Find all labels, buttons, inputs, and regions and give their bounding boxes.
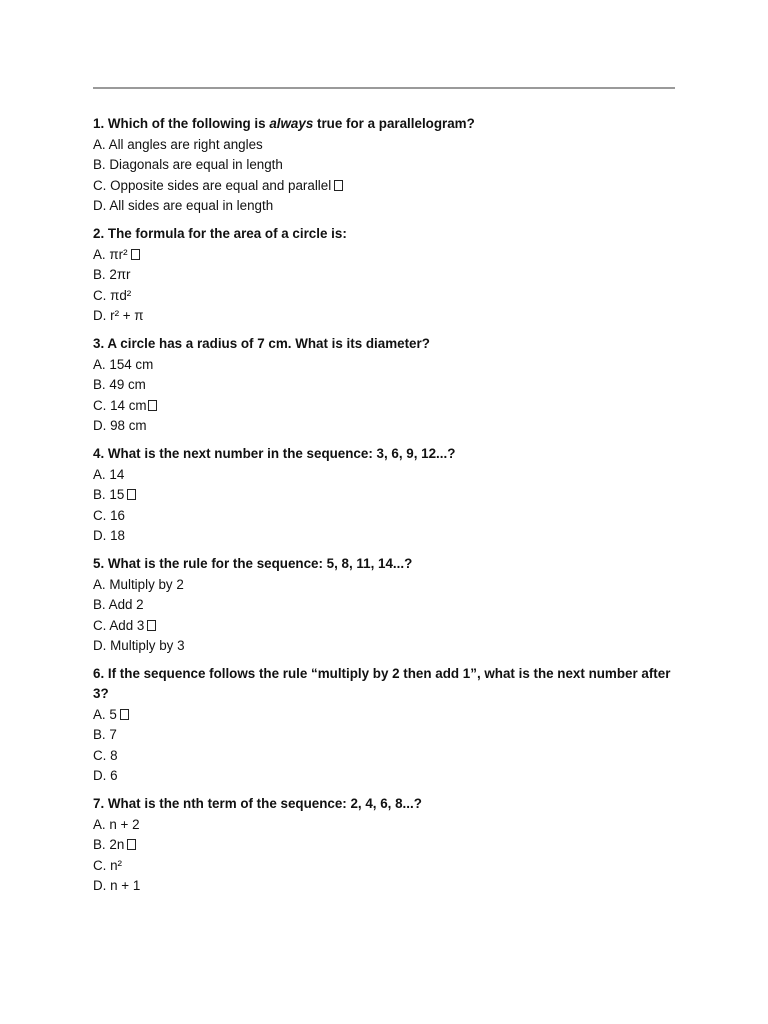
question-text: 1. Which of the following is always true for a parallelogram? bbox=[93, 116, 475, 131]
header-rule bbox=[93, 87, 675, 89]
option-b: B. 7 bbox=[93, 727, 117, 742]
question-4 bbox=[93, 444, 675, 547]
option-c: C. n² bbox=[93, 857, 123, 873]
question-number: 6. bbox=[93, 666, 105, 681]
option-b: B. 49 cm bbox=[93, 377, 146, 392]
question-text: 7. What is the nth term of the sequence: 2, 4, 6, 8...? bbox=[93, 796, 422, 811]
option-c: C. Opposite sides are equal and parallel bbox=[93, 176, 675, 197]
option-d: D. Multiply by 3 bbox=[93, 638, 185, 653]
option-b: B. Diagonals are equal in length bbox=[93, 157, 283, 172]
question-number: 5. bbox=[93, 556, 105, 571]
question-number: 2. bbox=[93, 226, 105, 241]
answer-mark-icon bbox=[147, 620, 156, 631]
option-d: D. 98 cm bbox=[93, 418, 147, 433]
answer-mark-icon bbox=[131, 249, 140, 260]
option-b: B. 2πr bbox=[93, 267, 131, 282]
question-7 bbox=[93, 794, 675, 897]
option-a: A. All angles are right angles bbox=[93, 136, 263, 152]
answer-mark-icon bbox=[120, 709, 129, 720]
question-text: 2. The formula for the area of a circle is: bbox=[93, 226, 347, 241]
option-a: A. Multiply by 2 bbox=[93, 576, 184, 592]
option-d: D. r² + π bbox=[93, 308, 144, 323]
emphasis-text: always bbox=[269, 116, 314, 131]
question-text: 6. If the sequence follows the rule “multiply by 2 then add 1”, what is the next number after 3? bbox=[93, 666, 671, 701]
question-3 bbox=[93, 334, 675, 437]
answer-mark-icon bbox=[127, 489, 136, 500]
option-c: C. 16 bbox=[93, 507, 126, 523]
option-b: B. 2n bbox=[93, 835, 675, 856]
question-text: 3. A circle has a radius of 7 cm. What is its diameter? bbox=[93, 336, 430, 351]
option-b: B. Add 2 bbox=[93, 597, 144, 612]
question-2 bbox=[93, 224, 675, 327]
question-text: 4. What is the next number in the sequence: 3, 6, 9, 12...? bbox=[93, 446, 456, 461]
option-d: D. 18 bbox=[93, 528, 126, 543]
answer-mark-icon bbox=[127, 839, 136, 850]
question-5 bbox=[93, 554, 675, 657]
option-c: C. πd² bbox=[93, 287, 132, 303]
option-d: D. All sides are equal in length bbox=[93, 198, 274, 213]
question-number: 7. bbox=[93, 796, 105, 811]
question-1 bbox=[93, 114, 675, 217]
question-number: 1. bbox=[93, 116, 105, 131]
option-a: A. n + 2 bbox=[93, 816, 140, 832]
question-text: 5. What is the rule for the sequence: 5, 8, 11, 14...? bbox=[93, 556, 413, 571]
answer-mark-icon bbox=[334, 180, 343, 191]
option-a: A. 14 bbox=[93, 466, 125, 482]
question-number: 3. bbox=[93, 336, 105, 351]
option-a: A. πr² bbox=[93, 245, 675, 266]
option-c: C. Add 3 bbox=[93, 616, 675, 637]
answer-mark-icon bbox=[148, 400, 157, 411]
option-b: B. 15 bbox=[93, 485, 675, 506]
option-a: A. 154 cm bbox=[93, 356, 154, 372]
option-c: C. 14 cm bbox=[93, 396, 675, 417]
option-a: A. 5 bbox=[93, 705, 675, 726]
question-6 bbox=[93, 664, 675, 787]
option-d: D. 6 bbox=[93, 768, 118, 783]
question-number: 4. bbox=[93, 446, 105, 461]
option-d: D. n + 1 bbox=[93, 878, 141, 893]
option-c: C. 8 bbox=[93, 747, 118, 763]
quiz-list bbox=[93, 114, 675, 904]
